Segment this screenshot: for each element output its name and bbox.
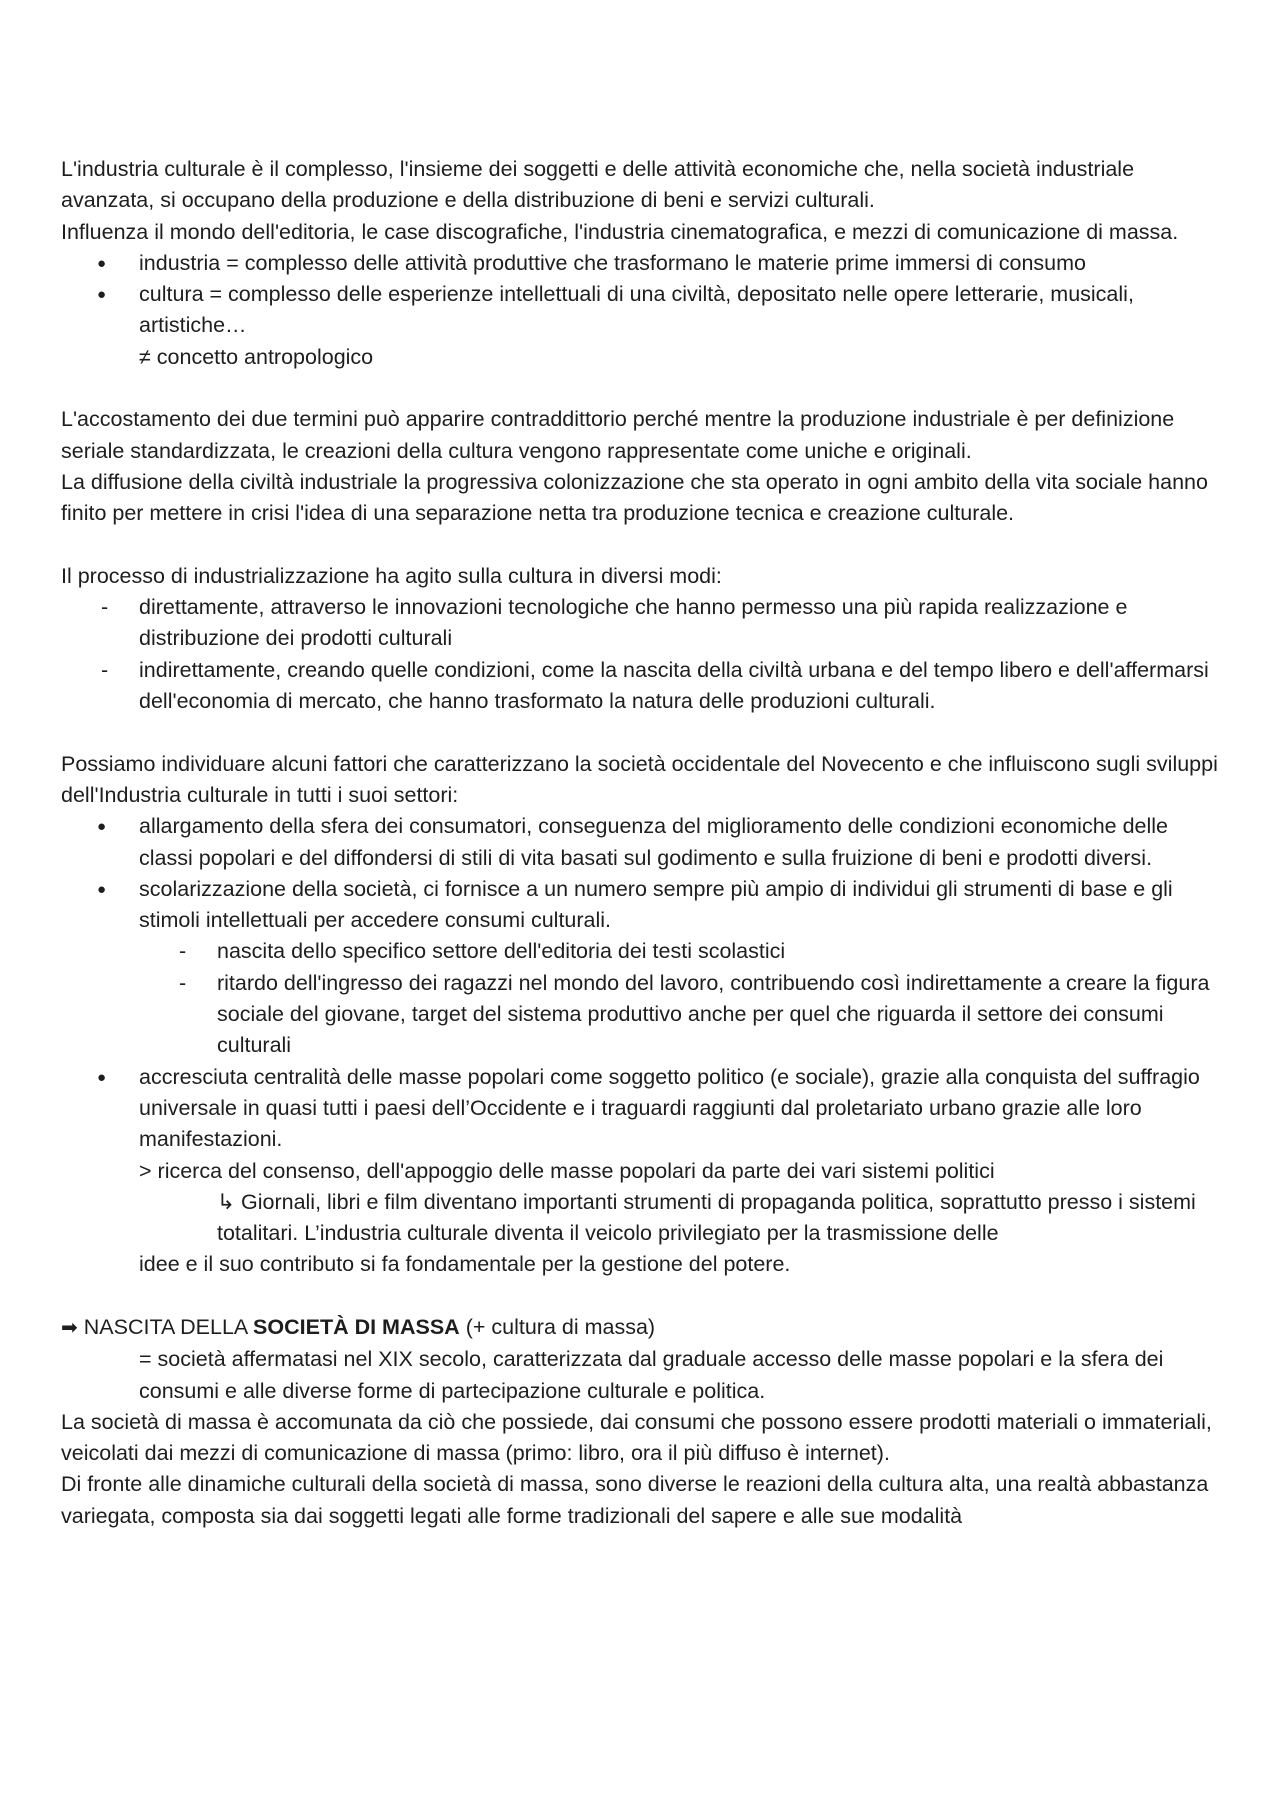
- dash-icon: -: [101, 595, 109, 620]
- not-equal-icon: ≠: [139, 344, 151, 369]
- arrow-note-continuation: idee e il suo contributo si fa fondamentale per la gestione del potere.: [139, 1252, 791, 1277]
- bullet-icon: ●: [97, 880, 107, 898]
- list-item-text: accresciuta centralità delle masse popolari come soggetto politico (e sociale), grazie alla conquista del suffragio universale in quasi tutti i paesi dell’Occidente e i traguardi raggiunti dal proletariato urbano grazie alle loro manifestazioni.: [139, 1064, 1200, 1152]
- list-item: [61, 248, 1226, 279]
- list-item-text: direttamente, attraverso le innovazioni tecnologiche che hanno permesso una più rapida realizzazione e distribuzione dei prodotti culturali: [139, 595, 1128, 651]
- paragraph: Il processo di industrializzazione ha agito sulla cultura in diversi modi:: [61, 563, 722, 588]
- list-item-text: nascita dello specifico settore dell'editoria dei testi scolastici: [217, 939, 786, 964]
- paragraph: L'accostamento dei due termini può apparire contraddittorio perché mentre la produzione industriale è per definizione seriale standardizzata, le creazioni della cultura vengono rappresentate come uniche e originali.: [61, 407, 1175, 463]
- list-item: [61, 592, 1226, 655]
- list-item: [61, 874, 1226, 937]
- note-text: concetto antropologico: [156, 344, 374, 369]
- list-item: [61, 655, 1226, 718]
- paragraph: L'industria culturale è il complesso, l'insieme dei soggetti e delle attività economiche che, nella società industriale avanzata, si occupano della produzione e della distribuzione di beni e servizi culturali.: [61, 157, 1135, 213]
- document-body: [61, 154, 1226, 1532]
- paragraph: La diffusione della civiltà industriale la progressiva colonizzazione che sta operato in ogni ambito della vita sociale hanno finito per mettere in crisi l'idea di una separazione netta tra produzione tecnica e creazione culturale.: [61, 469, 1208, 526]
- dash-icon: -: [179, 970, 187, 995]
- arrow-note: [61, 1187, 1226, 1250]
- list-item: [61, 1062, 1226, 1156]
- list-item-text: cultura = complesso delle esperienze intellettuali di una civiltà, depositato nelle opere letterarie, musicali, artistiche…: [139, 282, 1134, 338]
- list-item-text: scolarizzazione della società, ci fornisce a un numero sempre più ampio di individui gli strumenti di base e gli stimoli intellettuali per accedere consumi culturali.: [139, 876, 1173, 933]
- bullet-icon: ●: [97, 818, 107, 836]
- list-item: [61, 279, 1226, 342]
- list-item-text: allargamento della sfera dei consumatori, conseguenza del miglioramento delle condizioni economiche delle classi popolari e del diffondersi di stili di vita basati sul godimento e sulla fruizione di beni e prodotti diversi.: [139, 814, 1169, 870]
- consensus-note: > ricerca del consenso, dell'appoggio delle masse popolari da parte dei vari sistemi politici: [139, 1158, 995, 1183]
- note-text: Giornali, libri e film diventano importanti strumenti di propaganda politica, soprattutto presso i sistemi totalitari. L’industria culturale diventa il veicolo privilegiato per la trasmissione delle: [217, 1189, 1196, 1246]
- bullet-icon: ●: [97, 254, 107, 272]
- list-item-text: industria = complesso delle attività produttive che trasformano le materie prime immersi di consumo: [139, 250, 1086, 275]
- paragraph: Influenza il mondo dell'editoria, le case discografiche, l'industria cinematografica, e mezzi di comunicazione di massa.: [61, 219, 1179, 244]
- heading-suffix: (+ cultura di massa): [465, 1314, 656, 1339]
- return-arrow-icon: ↳: [217, 1189, 236, 1214]
- dash-icon: -: [101, 657, 109, 682]
- paragraph: La società di massa è accomunata da ciò che possiede, dai consumi che possono essere prodotti materiali o immateriali, veicolati dai mezzi di comunicazione di massa (primo: libro, ora il più diffuso è internet).: [61, 1409, 1212, 1466]
- bullet-icon: ●: [97, 286, 107, 304]
- heading-prefix: NASCITA DELLA: [83, 1314, 248, 1339]
- paragraph: Possiamo individuare alcuni fattori che caratterizzano la società occidentale del Novecento e che influiscono sugli sviluppi dell'Industria culturale in tutti i suoi settori:: [61, 751, 1218, 807]
- definition: = società affermatasi nel XIX secolo, caratterizzata dal graduale accesso delle masse popolari e la sfera dei consumi e alle diverse forme di partecipazione culturale e politica.: [139, 1347, 1164, 1403]
- list-item-text: indirettamente, creando quelle condizioni, come la nascita della civiltà urbana e del tempo libero e dell'affermarsi dell'economia di mercato, che hanno trasformato la natura delle produzioni culturali.: [139, 657, 1209, 714]
- not-equal-note: [61, 342, 1226, 373]
- sub-list-item: [61, 968, 1226, 1062]
- dash-icon: -: [179, 939, 187, 964]
- list-item-text: ritardo dell'ingresso dei ragazzi nel mondo del lavoro, contribuendo così indirettamente a creare la figura sociale del giovane, target del sistema produttivo anche per quel che riguarda il settore dei consumi culturali: [217, 970, 1210, 1058]
- heading-bold: SOCIETÀ DI MASSA: [253, 1314, 460, 1339]
- section-heading: [61, 1312, 1226, 1344]
- paragraph: Di fronte alle dinamiche culturali della società di massa, sono diverse le reazioni della cultura alta, una realtà abbastanza variegata, composta sia dai soggetti legati alle forme tradizionali del sapere e alle sue modalità: [61, 1472, 1209, 1528]
- list-item: [61, 811, 1226, 874]
- sub-list-item: [61, 936, 1226, 967]
- bullet-icon: ●: [97, 1068, 107, 1086]
- right-arrow-icon: ➡: [61, 1316, 78, 1339]
